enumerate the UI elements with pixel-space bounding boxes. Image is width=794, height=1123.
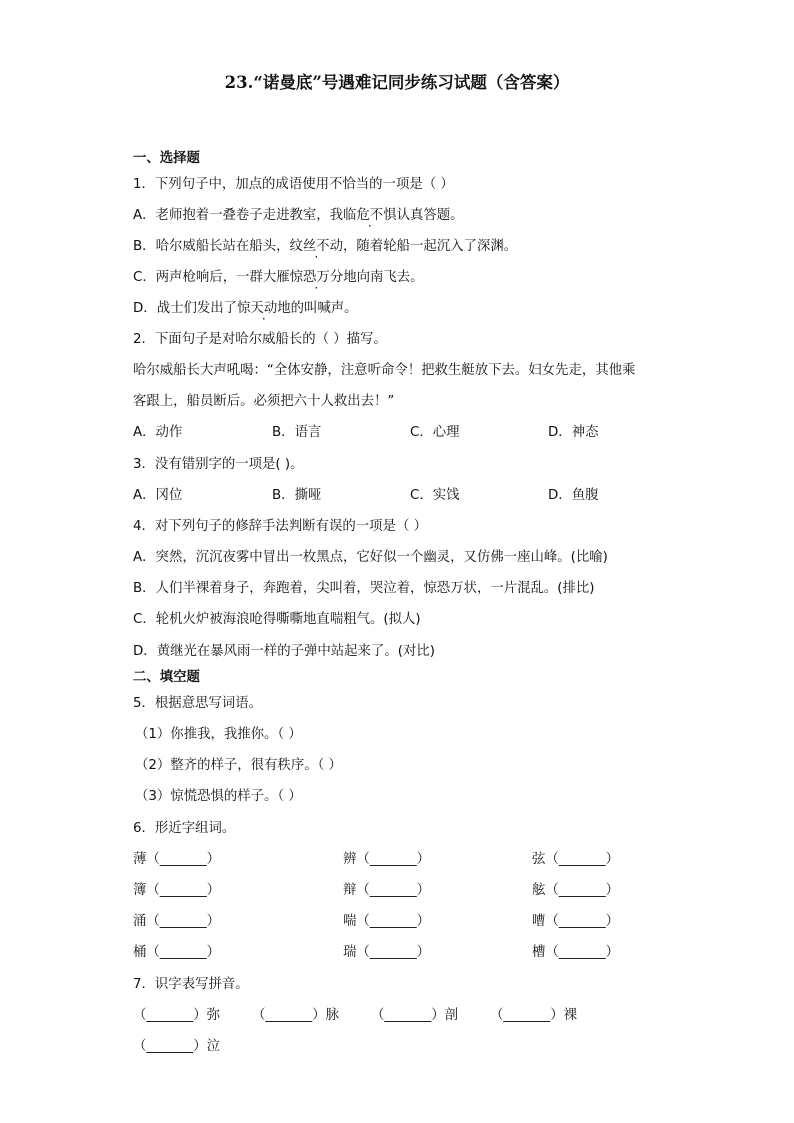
q1-d-text-post: 的叫喊声。 [290,301,358,316]
q5-item-1: （1）你推我，我推你。（ ） [135,727,302,742]
q6-cell: 薄（_______） [133,852,221,867]
q6-cell: 喘（_______） [343,914,431,929]
page-title: 23.“诺曼底”号遇难记同步练习试题（含答案） [224,73,570,92]
q5-item-2: （2）整齐的样子，很有秩序。（ ） [135,758,342,773]
q7-stem: 7．识字表写拼音。 [133,977,249,992]
q6-cell: 桶（_______） [133,945,221,960]
q7-cell: （_______）弥 [133,1008,221,1023]
q1-d-text-pre: D．战士们发出了 [133,301,238,316]
q6-cell: 涌（_______） [133,914,221,929]
q1-a-text-post: 认真答题。 [396,208,464,223]
q5-item-3: （3）惊慌恐惧的样子。（ ） [135,789,302,804]
q6-cell: 瑞（_______） [343,945,431,960]
q6-cell: 嘈（_______） [532,914,620,929]
q6-cell: 弦（_______） [532,852,620,867]
q4-option-a: A．突然，沉沉夜雾中冒出一枚黑点，它好似一个幽灵，又仿佛一座山峰。(比喻) [133,550,608,565]
q1-a-idiom: 临危不惧 [343,208,397,223]
q2-option-b: B．语言 [272,425,322,440]
q1-c-text-pre: C．两声枪响后，一群大雁 [133,270,290,285]
q7-cell: （_______）裸 [490,1008,578,1023]
q4-stem: 4．对下列句子的修辞手法判断有误的一项是（ ） [133,519,427,534]
q1-option-b [133,235,517,254]
q1-b-idiom: 纹丝不动 [289,239,344,254]
q6-cell: 槽（_______） [532,945,620,960]
q6-cell: 舷（_______） [532,883,620,898]
q3-stem: 3．没有错别字的一项是( )。 [133,457,304,472]
q6-cell: 辨（_______） [343,852,431,867]
q3-option-b: B．撕哑 [272,488,322,503]
q2-option-a: A．动作 [133,425,183,440]
q7-cell: （_______）脉 [252,1008,340,1023]
q1-b-text-post: ，随着轮船一起沉入了深渊。 [343,239,518,254]
q5-stem: 5．根据意思写词语。 [133,696,263,711]
q4-option-b: B．人们半裸着身子，奔跑着，尖叫着，哭泣着，惊恐万状，一片混乱。(排比) [133,581,595,596]
q1-option-a [133,204,464,223]
q2-stem: 2．下面句子是对哈尔威船长的（ ）描写。 [133,332,387,347]
q1-c-idiom: 惊恐万分 [289,270,344,285]
q1-c-text-post: 地向南飞去。 [343,270,424,285]
q2-option-d: D．神态 [548,425,599,440]
q3-option-d: D．鱼腹 [548,488,599,503]
q1-stem: 1．下列句子中，加点的成语使用不恰当的一项是（ ） [133,177,454,192]
section-heading-fill: 二、填空题 [133,670,200,685]
q7-cell: （_______）泣 [133,1039,221,1054]
q6-cell: 辩（_______） [343,883,431,898]
q1-b-text-pre: B．哈尔威船长站在船头， [133,239,290,254]
q4-option-c: C．轮机火炉被海浪呛得嘶嘶地直喘粗气。(拟人) [133,612,421,627]
q6-stem: 6．形近字组词。 [133,821,236,836]
q4-option-d: D．黄继光在暴风雨一样的子弹中站起来了。(对比) [133,644,435,659]
q2-option-c: C．心理 [410,425,460,440]
q2-quote-line2: 客跟上，船员断后。必须把六十人救出去！” [133,394,395,409]
q1-option-d [133,297,358,316]
q2-quote-line1: 哈尔威船长大声吼喝：“全体安静，注意听命令！把救生艇放下去。妇女先走，其他乘 [133,363,636,378]
section-heading-choice: 一、选择题 [133,151,200,166]
q1-a-text-pre: A．老师抱着一叠卷子走进教室，我 [133,208,344,223]
q7-cell: （_______）剖 [371,1008,459,1023]
q1-option-c [133,266,424,285]
q3-option-a: A．冈位 [133,488,183,503]
q6-cell: 簿（_______） [133,883,221,898]
q1-d-idiom: 惊天动地 [237,301,291,316]
q3-option-c: C．实饯 [410,488,460,503]
